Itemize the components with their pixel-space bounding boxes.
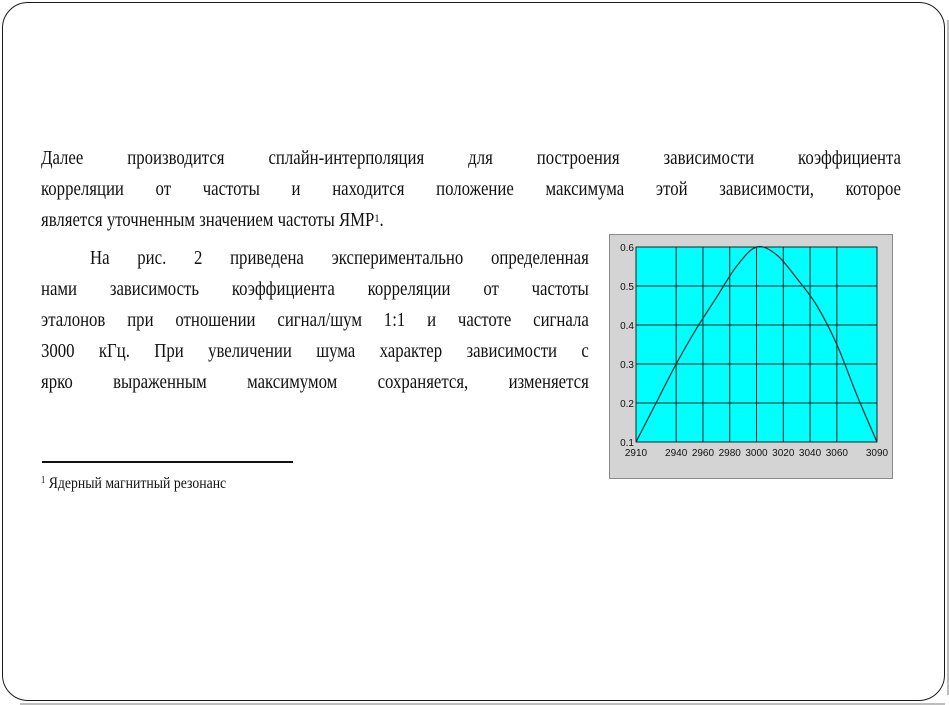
paragraph-intro-line-1: Далее производится сплайн-интерполяция для построения зависимости коэффициента <box>41 148 901 169</box>
footnote <box>41 475 226 493</box>
paragraph-figure-line-3: эталонов при отношении сигнал/шум 1:1 и частоте сигнала <box>41 310 589 331</box>
x-tick-label-2: 2960 <box>691 448 715 459</box>
paragraph-figure-line-5: ярко выраженным максимумом сохраняется, изменяется <box>41 372 589 393</box>
footnote-text: Ядерный магнитный резонанс <box>45 475 227 492</box>
x-tick-label-8: 3090 <box>865 448 889 459</box>
paragraph-intro <box>41 143 901 236</box>
paragraph-intro-line-2: корреляции от частоты и находится положение максимума этой зависимости, которое <box>41 179 901 200</box>
x-tick-label-4: 3000 <box>745 448 768 459</box>
x-tick-label-7: 3060 <box>825 448 848 459</box>
x-tick-label-5: 3020 <box>772 448 795 459</box>
footnote-marker: 1 <box>41 475 46 486</box>
y-tick-label-0: 0.6 <box>620 243 634 254</box>
paragraph-figure-line-2: нами зависимость коэффициента корреляции от частоты <box>41 279 589 300</box>
chart-panel <box>609 234 893 479</box>
x-tick-label-0: 2910 <box>624 448 648 459</box>
y-tick-label-5: 0.1 <box>620 438 634 449</box>
x-tick-label-1: 2940 <box>665 448 688 459</box>
paragraph-figure-line-1: На рис. 2 приведена экспериментально определенная <box>90 248 589 269</box>
y-tick-label-1: 0.5 <box>620 282 634 293</box>
y-tick-label-2: 0.4 <box>620 321 634 332</box>
paragraph-figure-line-4: 3000 кГц. При увеличении шума характер зависимости с <box>41 341 589 362</box>
x-tick-label-3: 2980 <box>718 448 741 459</box>
y-tick-label-3: 0.3 <box>620 360 634 371</box>
footnote-reference: 1 <box>374 211 380 225</box>
paragraph-intro-line-3 <box>41 205 901 236</box>
correlation-chart <box>610 235 894 480</box>
paragraph-figure <box>41 243 589 398</box>
paragraph-intro-line-3-text: является уточненным значением частоты ЯМР <box>41 210 375 231</box>
y-tick-label-4: 0.2 <box>620 399 634 410</box>
footnote-separator <box>42 461 293 463</box>
paragraph-intro-end: . <box>379 210 384 231</box>
x-tick-label-6: 3040 <box>798 448 822 459</box>
